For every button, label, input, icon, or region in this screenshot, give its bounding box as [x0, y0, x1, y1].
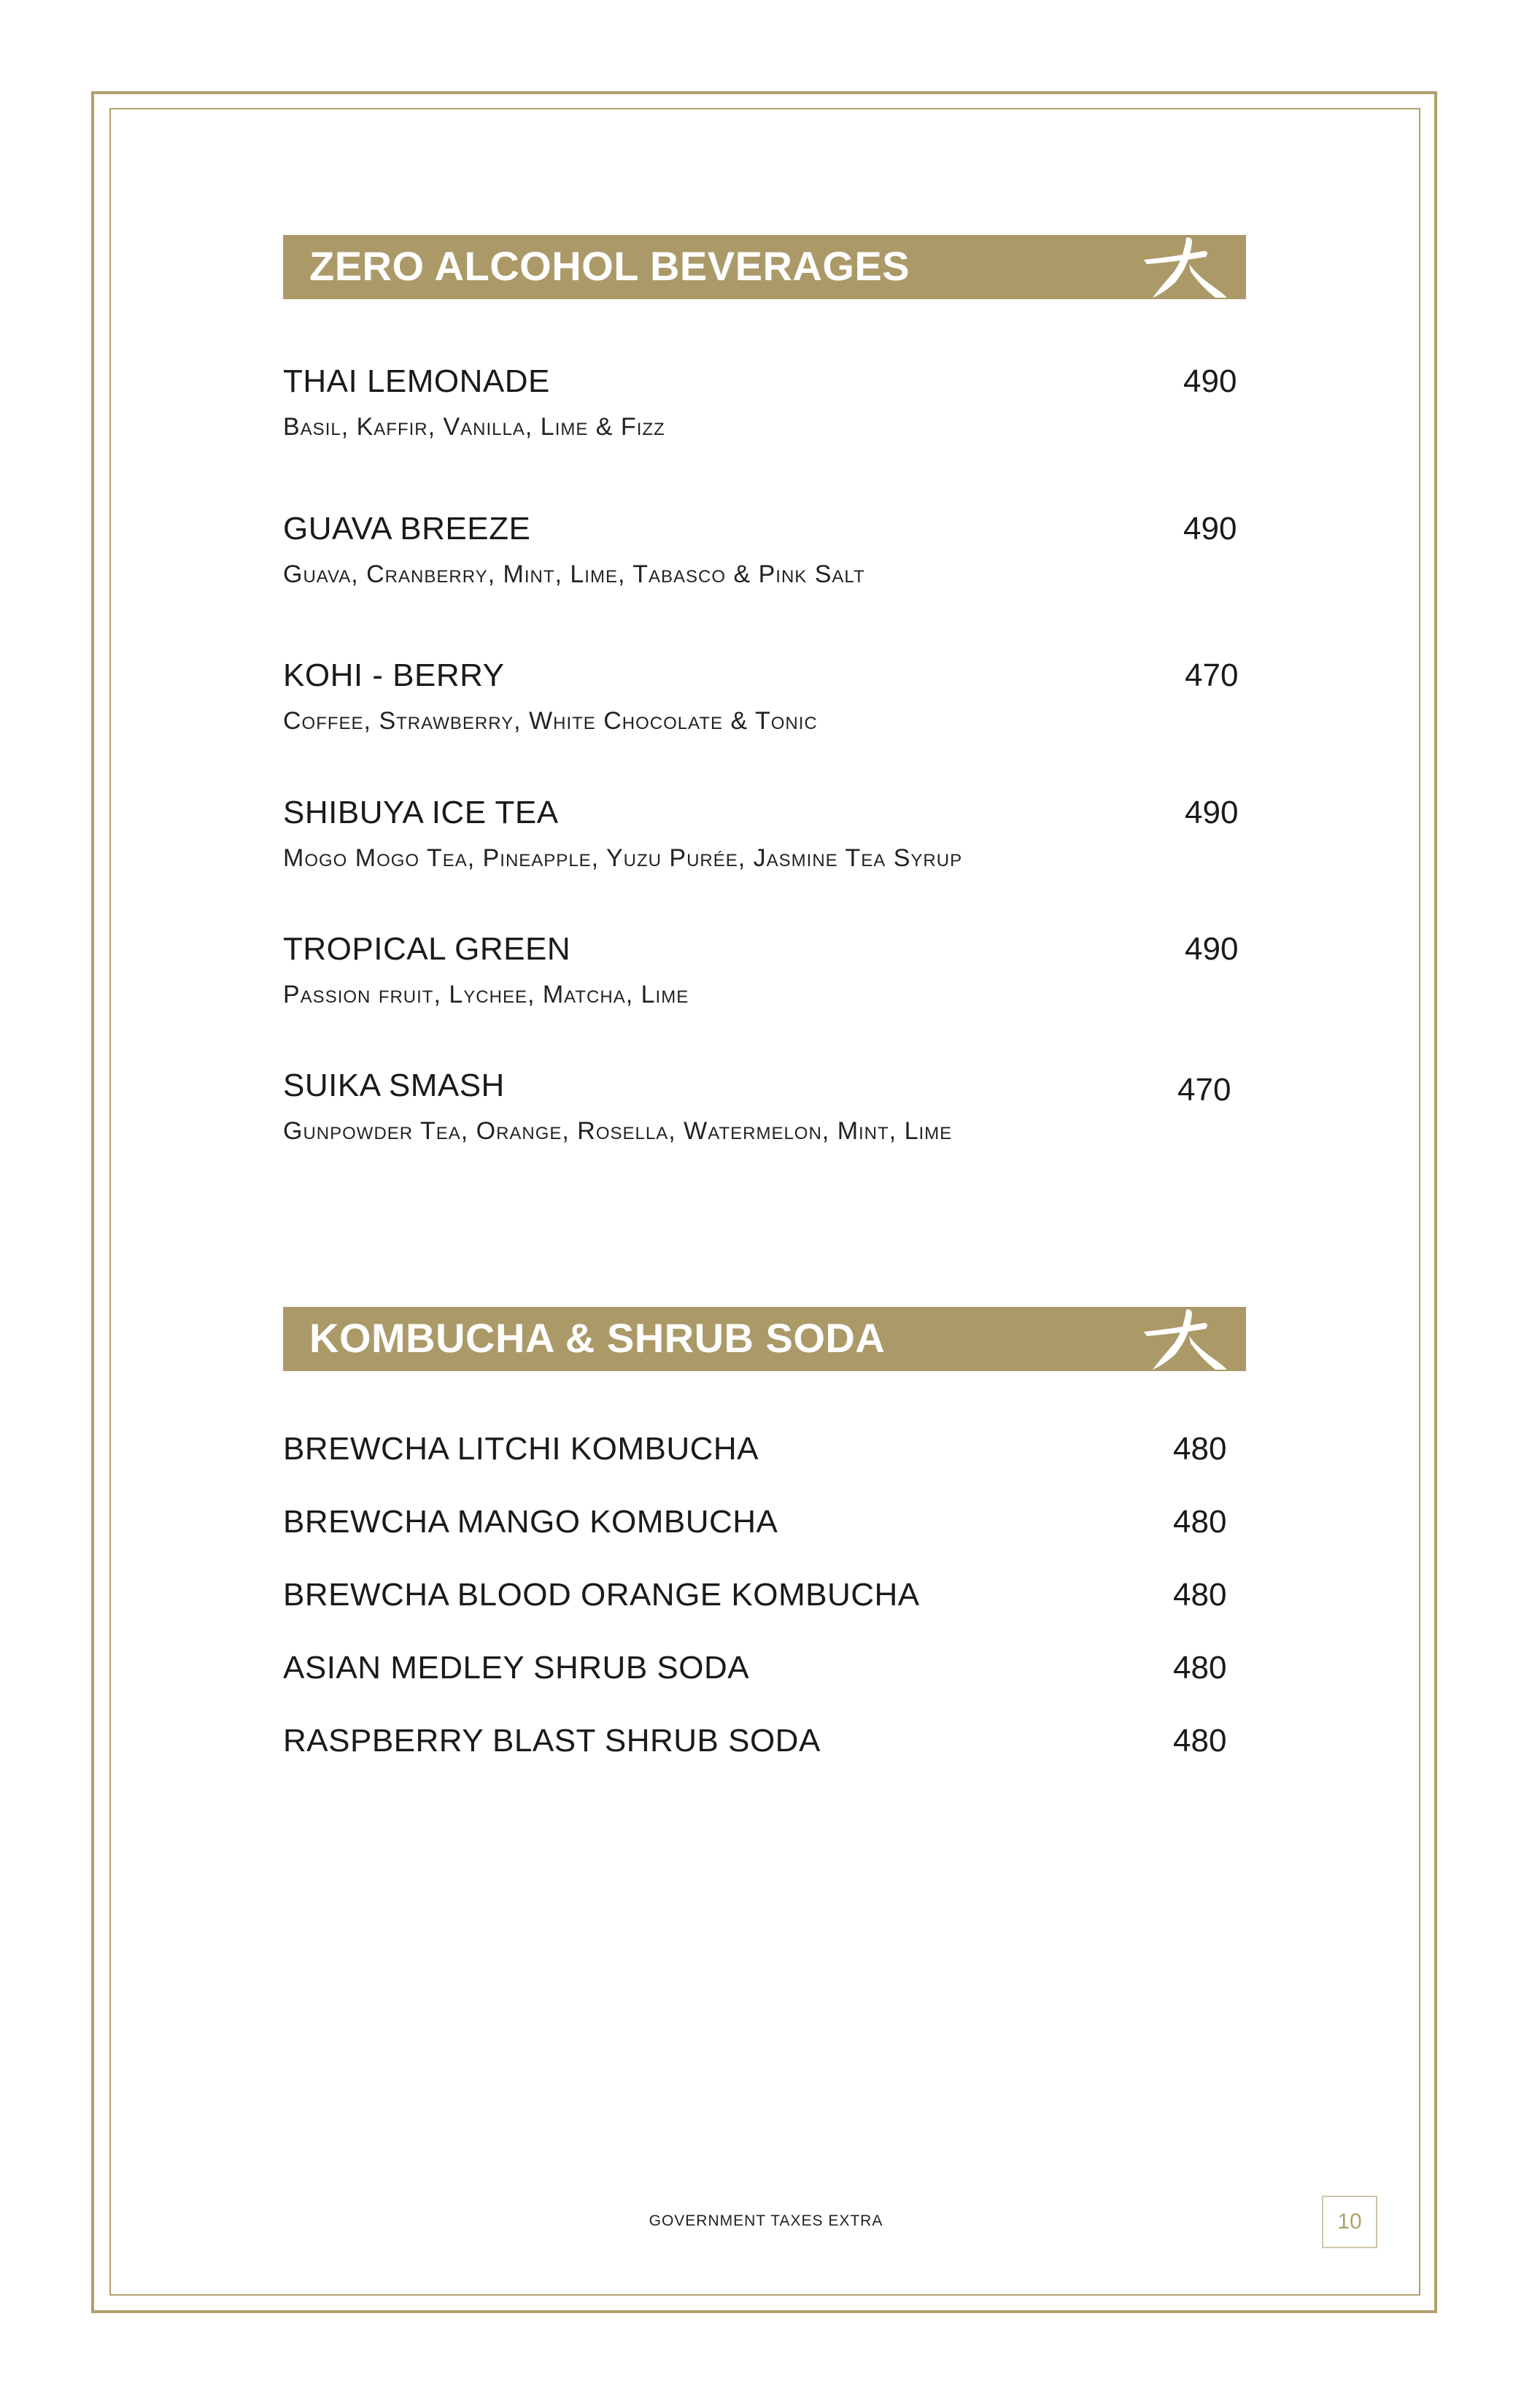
item-price: 490	[1185, 795, 1239, 830]
item-name: TROPICAL GREEN	[283, 931, 571, 967]
item-name: SHIBUYA ICE TEA	[283, 795, 559, 830]
item-name: RASPBERRY BLAST SHRUB SODA	[283, 1723, 821, 1759]
section-title: ZERO ALCOHOL BEVERAGES	[309, 243, 910, 289]
item-price: 480	[1173, 1577, 1227, 1613]
item-price: 490	[1185, 931, 1239, 967]
item-name: SUIKA SMASH	[283, 1068, 505, 1103]
item-name: THAI LEMONADE	[283, 363, 550, 399]
item-name: BREWCHA LITCHI KOMBUCHA	[283, 1431, 759, 1467]
item-name: BREWCHA BLOOD ORANGE KOMBUCHA	[283, 1577, 920, 1613]
item-price: 490	[1183, 511, 1237, 547]
item-description: Gunpowder Tea, Orange, Rosella, Watermelon, Mint, Lime	[283, 1117, 953, 1145]
dai-brush-character-icon	[1137, 235, 1246, 299]
item-description: Passion fruit, Lychee, Matcha, Lime	[283, 981, 689, 1008]
item-price: 480	[1173, 1650, 1227, 1686]
item-name: KOHI - BERRY	[283, 657, 505, 693]
item-price: 480	[1173, 1431, 1227, 1467]
item-price: 470	[1177, 1072, 1231, 1108]
item-description: Mogo Mogo Tea, Pineapple, Yuzu Purée, Jasmine Tea Syrup	[283, 844, 963, 872]
item-price: 480	[1173, 1504, 1227, 1540]
section-title: KOMBUCHA & SHRUB SODA	[309, 1315, 886, 1361]
item-price: 470	[1185, 657, 1239, 693]
footer-note: GOVERNMENT TAXES EXTRA	[649, 2212, 883, 2229]
item-description: Coffee, Strawberry, White Chocolate & Tonic	[283, 707, 818, 735]
item-price: 480	[1173, 1723, 1227, 1759]
item-description: Guava, Cranberry, Mint, Lime, Tabasco & Pink Salt	[283, 560, 865, 588]
page-number: 10	[1322, 2196, 1377, 2248]
item-name: ASIAN MEDLEY SHRUB SODA	[283, 1650, 750, 1686]
item-description: Basil, Kaffir, Vanilla, Lime & Fizz	[283, 413, 665, 441]
dai-brush-character-icon	[1137, 1307, 1246, 1371]
item-price: 490	[1183, 363, 1237, 399]
section-header-zero-alcohol	[283, 235, 1246, 299]
item-name: BREWCHA MANGO KOMBUCHA	[283, 1504, 778, 1540]
section-header-kombucha	[283, 1307, 1246, 1371]
item-name: GUAVA BREEZE	[283, 511, 531, 547]
